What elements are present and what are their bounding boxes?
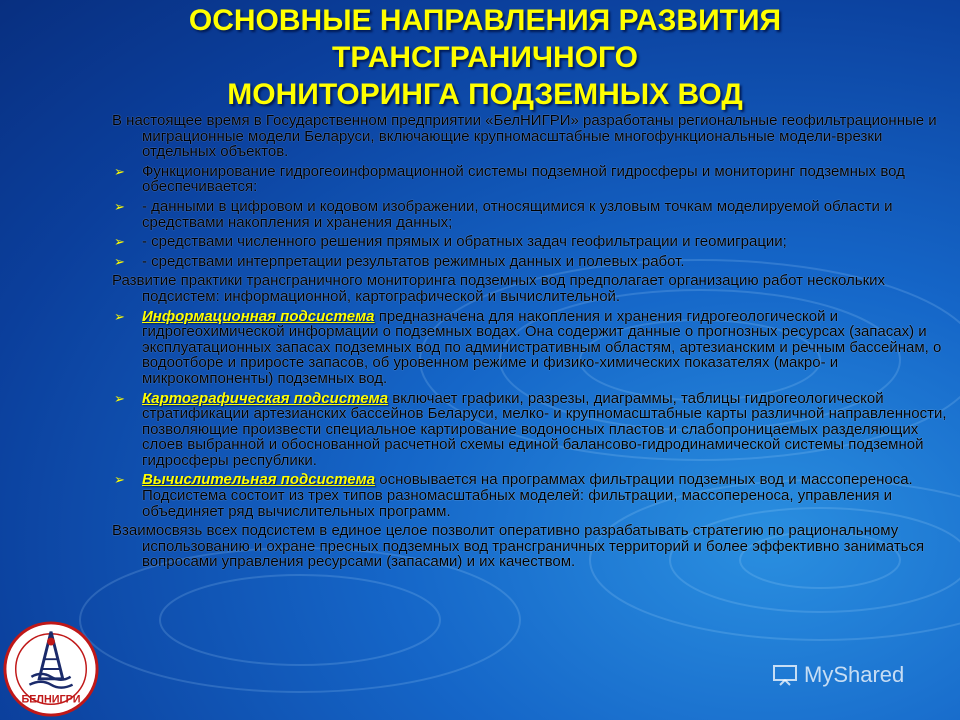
- presentation-icon: [772, 664, 798, 686]
- subsystem-description: включает графики, разрезы, диаграммы, таблицы гидрогеологической стратификации артезианских бассейнов Беларуси, мелко- и крупномасштабные карты различной направленности, позволяющие произвести специальное картирование водоносных пластов и слабопроницаемых разделяющих слоев выбранной и обоснованной расчетной схемы единой балансово-гидродинамической системы подземной гидросферы республики.: [142, 389, 947, 469]
- watermark: [772, 662, 904, 688]
- watermark-text: MyShared: [804, 662, 905, 687]
- development-paragraph: Развитие практики трансграничного мониторинга подземных вод предполагает организацию работ нескольких подсистем: информационной, картографической и вычислительной.: [112, 272, 886, 305]
- list-item: ➢ - средствами численного решения прямых и обратных задач геофильтрации и геомиграции;: [114, 233, 787, 251]
- subsystem-name: Вычислительная подсистема: [142, 471, 376, 489]
- subsystem-item-cartographic: [112, 391, 952, 469]
- subsystem-name: Информационная подсистема: [142, 307, 375, 325]
- arrow-bullet-icon: ➢: [114, 253, 125, 269]
- title-line-3: МОНИТОРИНГА ПОДЗЕМНЫХ ВОД: [227, 78, 743, 111]
- subsystem-name: Картографическая подсистема: [142, 389, 389, 407]
- title-line-1: ОСНОВНЫЕ НАПРАВЛЕНИЯ РАЗВИТИЯ: [188, 4, 782, 37]
- title-line-2: ТРАНСГРАНИЧНОГО: [332, 41, 638, 74]
- subsystem-item-computational: [112, 472, 952, 519]
- arrow-bullet-icon: ➢: [114, 308, 125, 324]
- subsystem-item-informational: [112, 309, 952, 387]
- subsystem-description: основывается на программах фильтрации подземных вод и массопереноса. Подсистема состоит из трех типов разномасштабных моделей: фильтрации, массопереноса, управления и объединяет ряд вычислительных программ.: [142, 471, 913, 520]
- list-item: ➢ - данными в цифровом и кодовом изображении, относящимися к узловым точкам моделируемой области и средствами накопления и хранения данных;: [114, 197, 893, 231]
- logo-text: БЕЛНИГРИ: [21, 693, 81, 706]
- list-item: ➢ Функционирование гидрогеоинформационной системы подземной гидросферы и мониторинг подземных вод обеспечивается:: [114, 162, 905, 196]
- arrow-bullet-icon: ➢: [114, 472, 125, 488]
- conclusion-paragraph: Взаимосвязь всех подсистем в единое целое позволит оперативно разрабатывать стратегию по рациональному использованию и охране пресных подземных вод трансграничных территорий и более эффективно заниматься вопросами управления ресурсами (запасами) и их качеством.: [112, 522, 925, 571]
- page-title: [120, 2, 850, 113]
- arrow-bullet-icon: ➢: [114, 198, 125, 214]
- arrow-bullet-icon: ➢: [114, 390, 125, 406]
- belnigri-logo: [2, 620, 100, 718]
- subsystem-description: предназначена для накопления и хранения гидрогеологической и гидрогеохимической информации о подземных водах. Она содержит данные о прогнозных ресурсах (запасах) и эксплуатационных запасах подземных вод по административным областям, артезианским и речным бассейнам, о водоотборе и приросте запасов, об уровенном режиме и физико-химических показателях (макро- и микрокомпоненты) подземных вод.: [142, 307, 942, 387]
- arrow-bullet-icon: ➢: [114, 163, 125, 179]
- intro-paragraph: В настоящее время в Государственном предприятии «БелНИГРИ» разработаны региональные геофильтрационные и миграционные модели Беларуси, включающие крупномасштабные многофункциональные модели-врезки отдельных объектов.: [112, 112, 937, 161]
- list-item: ➢ - средствами интерпретации результатов режимных данных и полевых работ.: [114, 252, 685, 270]
- slide-body: [112, 113, 952, 574]
- arrow-bullet-icon: ➢: [114, 234, 125, 250]
